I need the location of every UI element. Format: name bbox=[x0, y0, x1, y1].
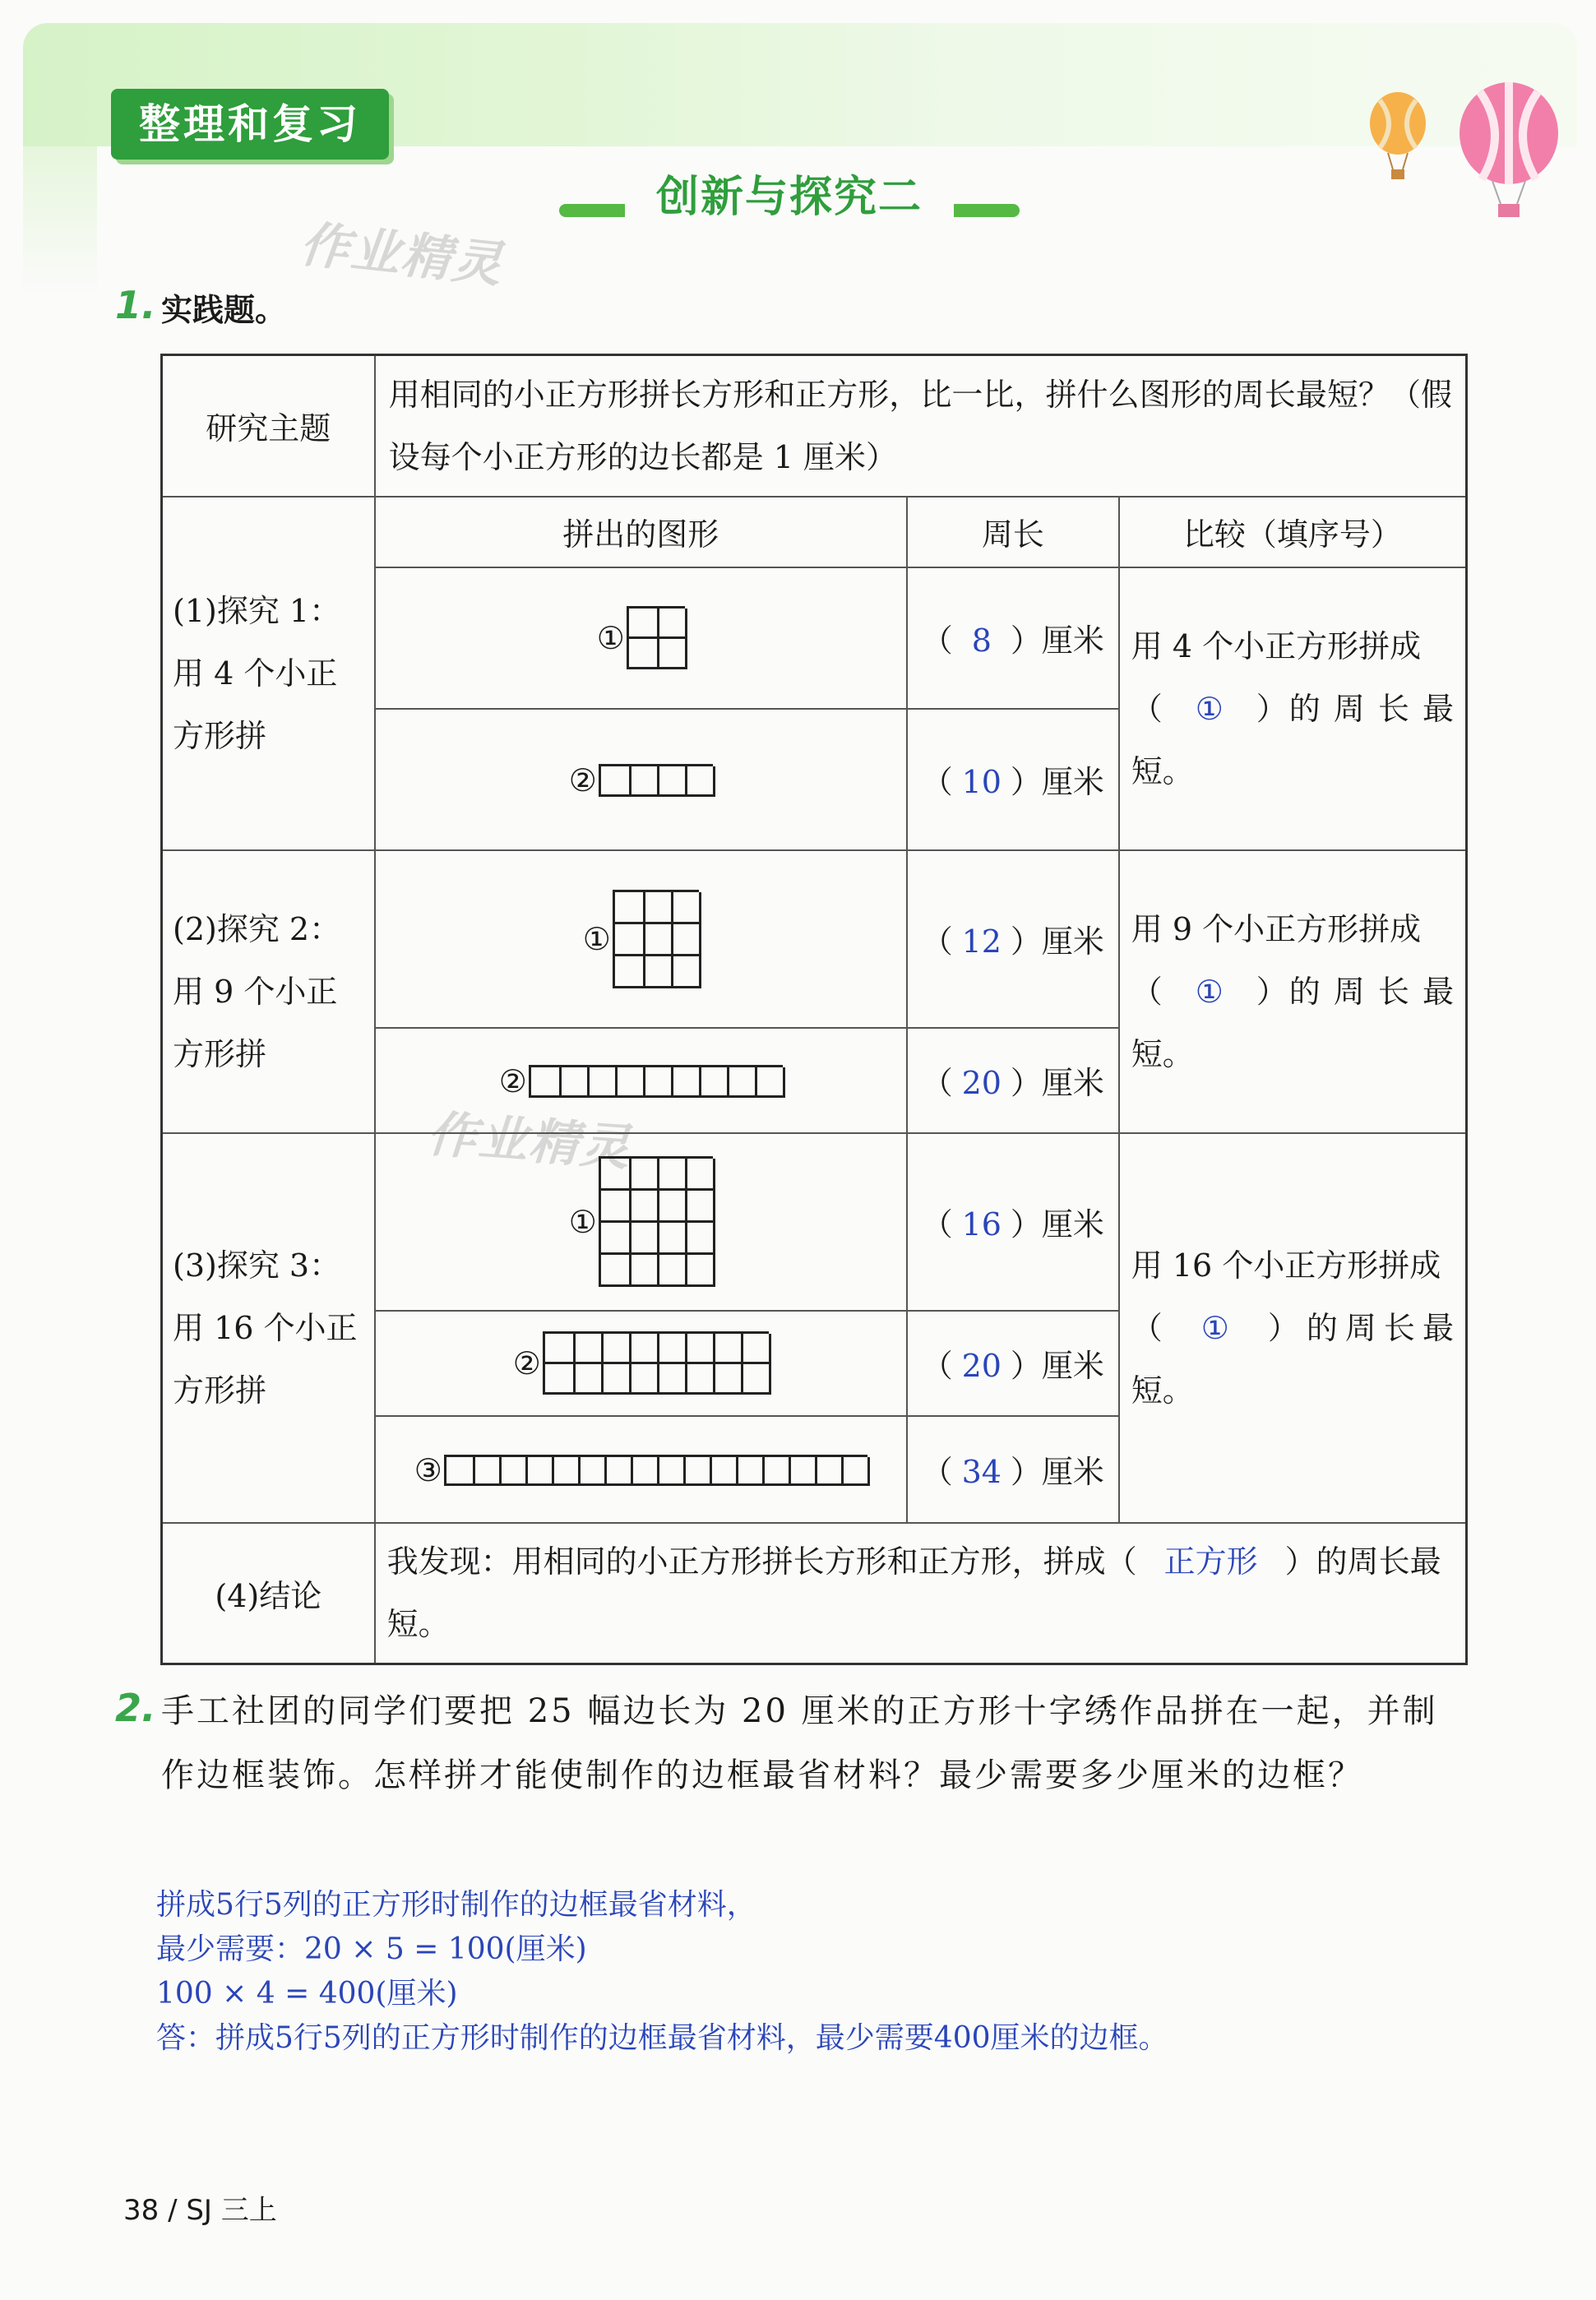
header-row bbox=[162, 497, 1467, 567]
perimeter-cell: （ 34 ）厘米 bbox=[907, 1416, 1119, 1523]
question-1-title: 实践题。 bbox=[161, 292, 287, 328]
shape-cell bbox=[375, 1311, 907, 1416]
shape-mark: ① bbox=[596, 619, 625, 656]
topic-row bbox=[162, 355, 1467, 497]
subtitle-banner bbox=[559, 164, 1020, 230]
shape-cell bbox=[375, 567, 907, 709]
square-grid-3x3 bbox=[613, 890, 699, 988]
question-2-number: 2. bbox=[115, 1686, 156, 1730]
conclusion-answer: 正方形 bbox=[1163, 1543, 1258, 1580]
section-tag: 整理和复习 bbox=[111, 89, 389, 160]
shape-mark: ① bbox=[582, 920, 611, 957]
watermark: 作业精灵 bbox=[425, 1105, 633, 1178]
perimeter-cell: （ 8 ）厘米 bbox=[907, 567, 1119, 709]
large-balloon-icon bbox=[1455, 82, 1562, 222]
compare-cell: 用 4 个小正方形拼成 （ ① ）的 周 长 最短。 bbox=[1119, 567, 1467, 850]
square-grid-1x4 bbox=[599, 764, 713, 797]
perimeter-answer: 12 bbox=[961, 923, 1002, 960]
solution-line: 最少需要：20 × 5 = 100(厘米) bbox=[156, 1932, 587, 1966]
header-fade bbox=[23, 146, 97, 294]
conclusion-text: 我发现：用相同的小正方形拼长方形和正方形，拼成（ 正方形 ）的周长最短。 bbox=[375, 1523, 1467, 1664]
shape-cell bbox=[375, 1028, 907, 1133]
col-shape-header: 拼出的图形 bbox=[375, 497, 907, 567]
square-grid-4x4 bbox=[599, 1156, 713, 1287]
shape-cell bbox=[375, 850, 907, 1028]
watermark: 作业精灵 bbox=[297, 215, 507, 294]
conclusion-row bbox=[162, 1523, 1467, 1664]
compare-cell: 用 9 个小正方形拼成 （ ① ）的 周 长 最短。 bbox=[1119, 850, 1467, 1133]
explore-3-label: (3)探究 3：用 16 个小正方形拼 bbox=[162, 1133, 375, 1523]
solution-line: 100 × 4 = 400(厘米) bbox=[156, 1977, 458, 2011]
question-1-number: 1. bbox=[115, 283, 156, 327]
small-balloon-icon bbox=[1365, 90, 1431, 181]
shape-mark: ① bbox=[568, 1203, 597, 1240]
compare-answer: ① bbox=[1200, 1309, 1229, 1346]
topic-text: 用相同的小正方形拼长方形和正方形，比一比，拼什么图形的周长最短？（假设每个小正方形的边长都是 1 厘米） bbox=[375, 355, 1467, 497]
square-grid-1x16 bbox=[444, 1455, 867, 1486]
shape-mark: ② bbox=[512, 1344, 541, 1381]
col-perimeter-header: 周长 bbox=[907, 497, 1119, 567]
perimeter-cell: （ 20 ）厘米 bbox=[907, 1028, 1119, 1133]
solution-line: 拼成5行5列的正方形时制作的边框最省材料， bbox=[156, 1888, 756, 1922]
shape-mark: ② bbox=[568, 762, 597, 799]
shape-mark: ② bbox=[498, 1063, 527, 1100]
perimeter-answer: 34 bbox=[961, 1454, 1002, 1490]
perimeter-answer: 16 bbox=[961, 1206, 1002, 1243]
question-2-text: 手工社团的同学们要把 25 幅边长为 20 厘米的正方形十字绣作品拼在一起，并制作边框装饰。怎样拼才能使制作的边框最省材料？最少需要多少厘米的边框？ bbox=[161, 1692, 1438, 1794]
perimeter-answer: 10 bbox=[961, 764, 1002, 800]
perimeter-cell: （ 16 ）厘米 bbox=[907, 1133, 1119, 1311]
shape-mark: ③ bbox=[414, 1452, 442, 1489]
table-row bbox=[162, 1133, 1467, 1311]
square-grid-2x2 bbox=[627, 606, 685, 669]
compare-answer: ① bbox=[1195, 690, 1224, 727]
topic-label: 研究主题 bbox=[162, 355, 375, 497]
perimeter-answer: 20 bbox=[961, 1348, 1002, 1384]
solution-line: 答：拼成5行5列的正方形时制作的边框最省材料，最少需要400厘米的边框。 bbox=[156, 2021, 1168, 2055]
subtitle: 创新与探究二 bbox=[625, 164, 954, 230]
perimeter-cell: （ 10 ）厘米 bbox=[907, 709, 1119, 850]
perimeter-cell: （ 12 ）厘米 bbox=[907, 850, 1119, 1028]
square-grid-2x8 bbox=[543, 1331, 769, 1395]
compare-cell: 用 16 个小正方形拼成 （ ① ）的周长最短。 bbox=[1119, 1133, 1467, 1523]
shape-cell bbox=[375, 709, 907, 850]
square-grid-1x9 bbox=[529, 1065, 783, 1098]
explore-1-label: (1)探究 1：用 4 个小正方形拼 bbox=[162, 497, 375, 850]
perimeter-answer: 8 bbox=[971, 622, 992, 659]
practice-table bbox=[160, 354, 1468, 1665]
explore-2-label: (2)探究 2：用 9 个小正方形拼 bbox=[162, 850, 375, 1133]
perimeter-cell: （ 20 ）厘米 bbox=[907, 1311, 1119, 1416]
col-compare-header: 比较（填序号） bbox=[1119, 497, 1467, 567]
compare-answer: ① bbox=[1195, 973, 1224, 1010]
perimeter-answer: 20 bbox=[961, 1065, 1002, 1101]
conclusion-label: (4)结论 bbox=[162, 1523, 375, 1664]
shape-cell bbox=[375, 1416, 907, 1523]
page-number: 38 / SJ 三上 bbox=[123, 2194, 277, 2227]
shape-cell bbox=[375, 1133, 907, 1311]
table-row bbox=[162, 850, 1467, 1028]
